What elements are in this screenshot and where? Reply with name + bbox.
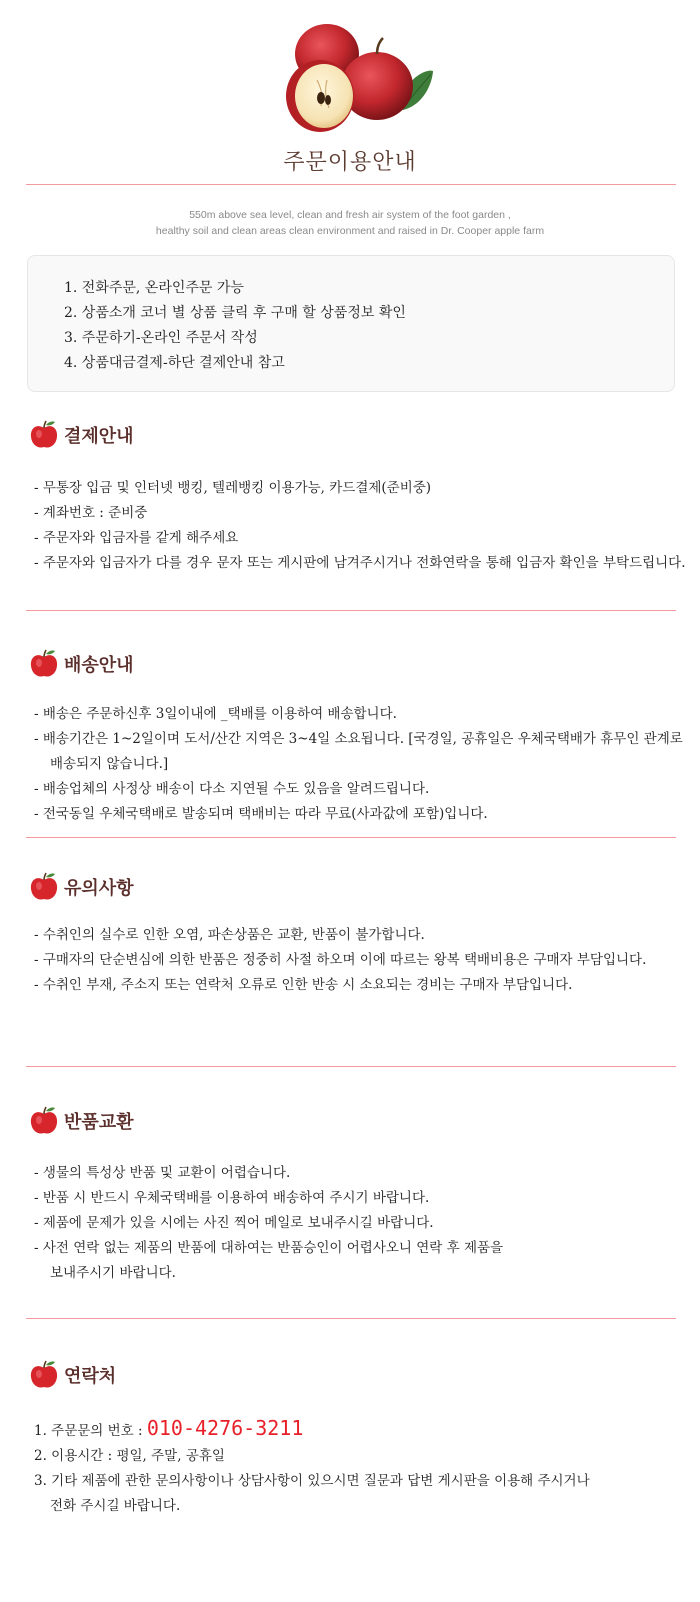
returns-title: 반품교환 bbox=[64, 1112, 134, 1133]
caution-section-header bbox=[30, 871, 134, 903]
list-item: - 생물의 특성상 반품 및 교환이 어렵습니다. bbox=[34, 1165, 291, 1181]
step-item: 1. 전화주문, 온라인주문 가능 bbox=[64, 280, 244, 296]
divider bbox=[26, 837, 676, 838]
apple-icon bbox=[30, 649, 58, 679]
step-item: 3. 주문하기-온라인 주문서 작성 bbox=[64, 330, 258, 346]
divider bbox=[26, 1318, 676, 1319]
list-item-continuation: 보내주시기 바랍니다. bbox=[50, 1265, 176, 1281]
apple-icon bbox=[30, 872, 58, 902]
list-item bbox=[34, 1469, 590, 1519]
shipping-section-header bbox=[30, 648, 134, 680]
divider bbox=[26, 610, 676, 611]
list-item: - 주문자와 입금자가 다를 경우 문자 또는 게시판에 남겨주시거나 전화연락을 통해 입금자 확인을 부탁드립니다. bbox=[34, 555, 686, 571]
apple-icon bbox=[30, 1106, 58, 1136]
step-item: 2. 상품소개 코너 별 상품 클릭 후 구매 할 상품정보 확인 bbox=[64, 305, 406, 321]
shipping-title: 배송안내 bbox=[64, 655, 134, 676]
payment-section-header bbox=[30, 419, 134, 451]
list-item: - 배송업체의 사정상 배송이 다소 지연될 수도 있음을 알려드립니다. bbox=[34, 781, 430, 797]
apple-icon bbox=[30, 1360, 58, 1390]
caution-list bbox=[34, 923, 646, 998]
returns-section-header bbox=[30, 1105, 134, 1137]
tagline bbox=[0, 207, 700, 239]
list-item-continuation: 전화 주시길 바랍니다. bbox=[50, 1498, 181, 1514]
page-title: 주문이용안내 bbox=[283, 150, 417, 175]
list-item: - 구매자의 단순변심에 의한 반품은 정중히 사절 하오며 이에 따르는 왕복 택배비용은 구매자 부담입니다. bbox=[34, 952, 647, 968]
list-item-line: 3. 기타 제품에 관한 문의사항이나 상담사항이 있으시면 질문과 답변 게시판을 이용해 주시거나 bbox=[34, 1473, 590, 1489]
list-item: - 무통장 입금 및 인터넷 뱅킹, 텔레뱅킹 이용가능, 카드결제(준비중) bbox=[34, 480, 432, 496]
list-item: - 수취인의 실수로 인한 오염, 파손상품은 교환, 반품이 불가합니다. bbox=[34, 927, 425, 943]
apples-illustration bbox=[0, 14, 700, 136]
list-item-continuation: 배송되지 않습니다.] bbox=[50, 756, 169, 772]
contact-section-header bbox=[30, 1359, 116, 1391]
shipping-list bbox=[34, 702, 683, 827]
list-item: - 배송은 주문하신후 3일이내에 _택배를 이용하여 배송합니다. bbox=[34, 706, 397, 722]
divider bbox=[26, 1066, 676, 1067]
contact-list bbox=[34, 1416, 590, 1519]
list-item-line: - 배송기간은 1~2일이며 도서/산간 지역은 3~4일 소요됩니다. [국경일, 공휴일은 우체국택배가 휴무인 관계로 bbox=[34, 731, 683, 747]
returns-list bbox=[34, 1161, 503, 1286]
list-item: - 반품 시 반드시 우체국택배를 이용하여 배송하여 주시기 바랍니다. bbox=[34, 1190, 430, 1206]
list-item bbox=[34, 1236, 503, 1286]
divider bbox=[26, 184, 676, 185]
apple-icon bbox=[30, 420, 58, 450]
tagline-line-2: healthy soil and clean areas clean environment and raised in Dr. Cooper apple farm bbox=[155, 225, 545, 237]
step-item: 4. 상품대금결제-하단 결제안내 참고 bbox=[64, 355, 285, 371]
list-item bbox=[34, 727, 683, 777]
list-item bbox=[34, 1416, 590, 1444]
order-steps-box bbox=[27, 255, 675, 392]
list-item-line: - 사전 연락 없는 제품의 반품에 대하여는 반품승인이 어렵사오니 연락 후 제품을 bbox=[34, 1240, 504, 1256]
list-item: - 수취인 부재, 주소지 또는 연락처 오류로 인한 반송 시 소요되는 경비는 구매자 부담입니다. bbox=[34, 977, 573, 993]
phone-number[interactable]: 010-4276-3211 bbox=[146, 1416, 304, 1440]
list-item: - 주문자와 입금자를 같게 해주세요 bbox=[34, 530, 239, 546]
payment-list bbox=[34, 476, 685, 576]
payment-title: 결제안내 bbox=[64, 426, 134, 447]
list-item: - 전국동일 우체국택배로 발송되며 택배비는 따라 무료(사과값에 포함)입니다. bbox=[34, 806, 488, 822]
phone-label: 1. 주문문의 번호 : bbox=[34, 1423, 147, 1439]
tagline-line-1: 550m above sea level, clean and fresh air system of the foot garden , bbox=[189, 209, 511, 221]
list-item: 2. 이용시간 : 평일, 주말, 공휴일 bbox=[34, 1448, 225, 1464]
list-item: - 제품에 문제가 있을 시에는 사진 찍어 메일로 보내주시길 바랍니다. bbox=[34, 1215, 434, 1231]
caution-title: 유의사항 bbox=[64, 878, 134, 899]
contact-title: 연락처 bbox=[64, 1366, 117, 1387]
list-item: - 계좌번호 : 준비중 bbox=[34, 505, 148, 521]
